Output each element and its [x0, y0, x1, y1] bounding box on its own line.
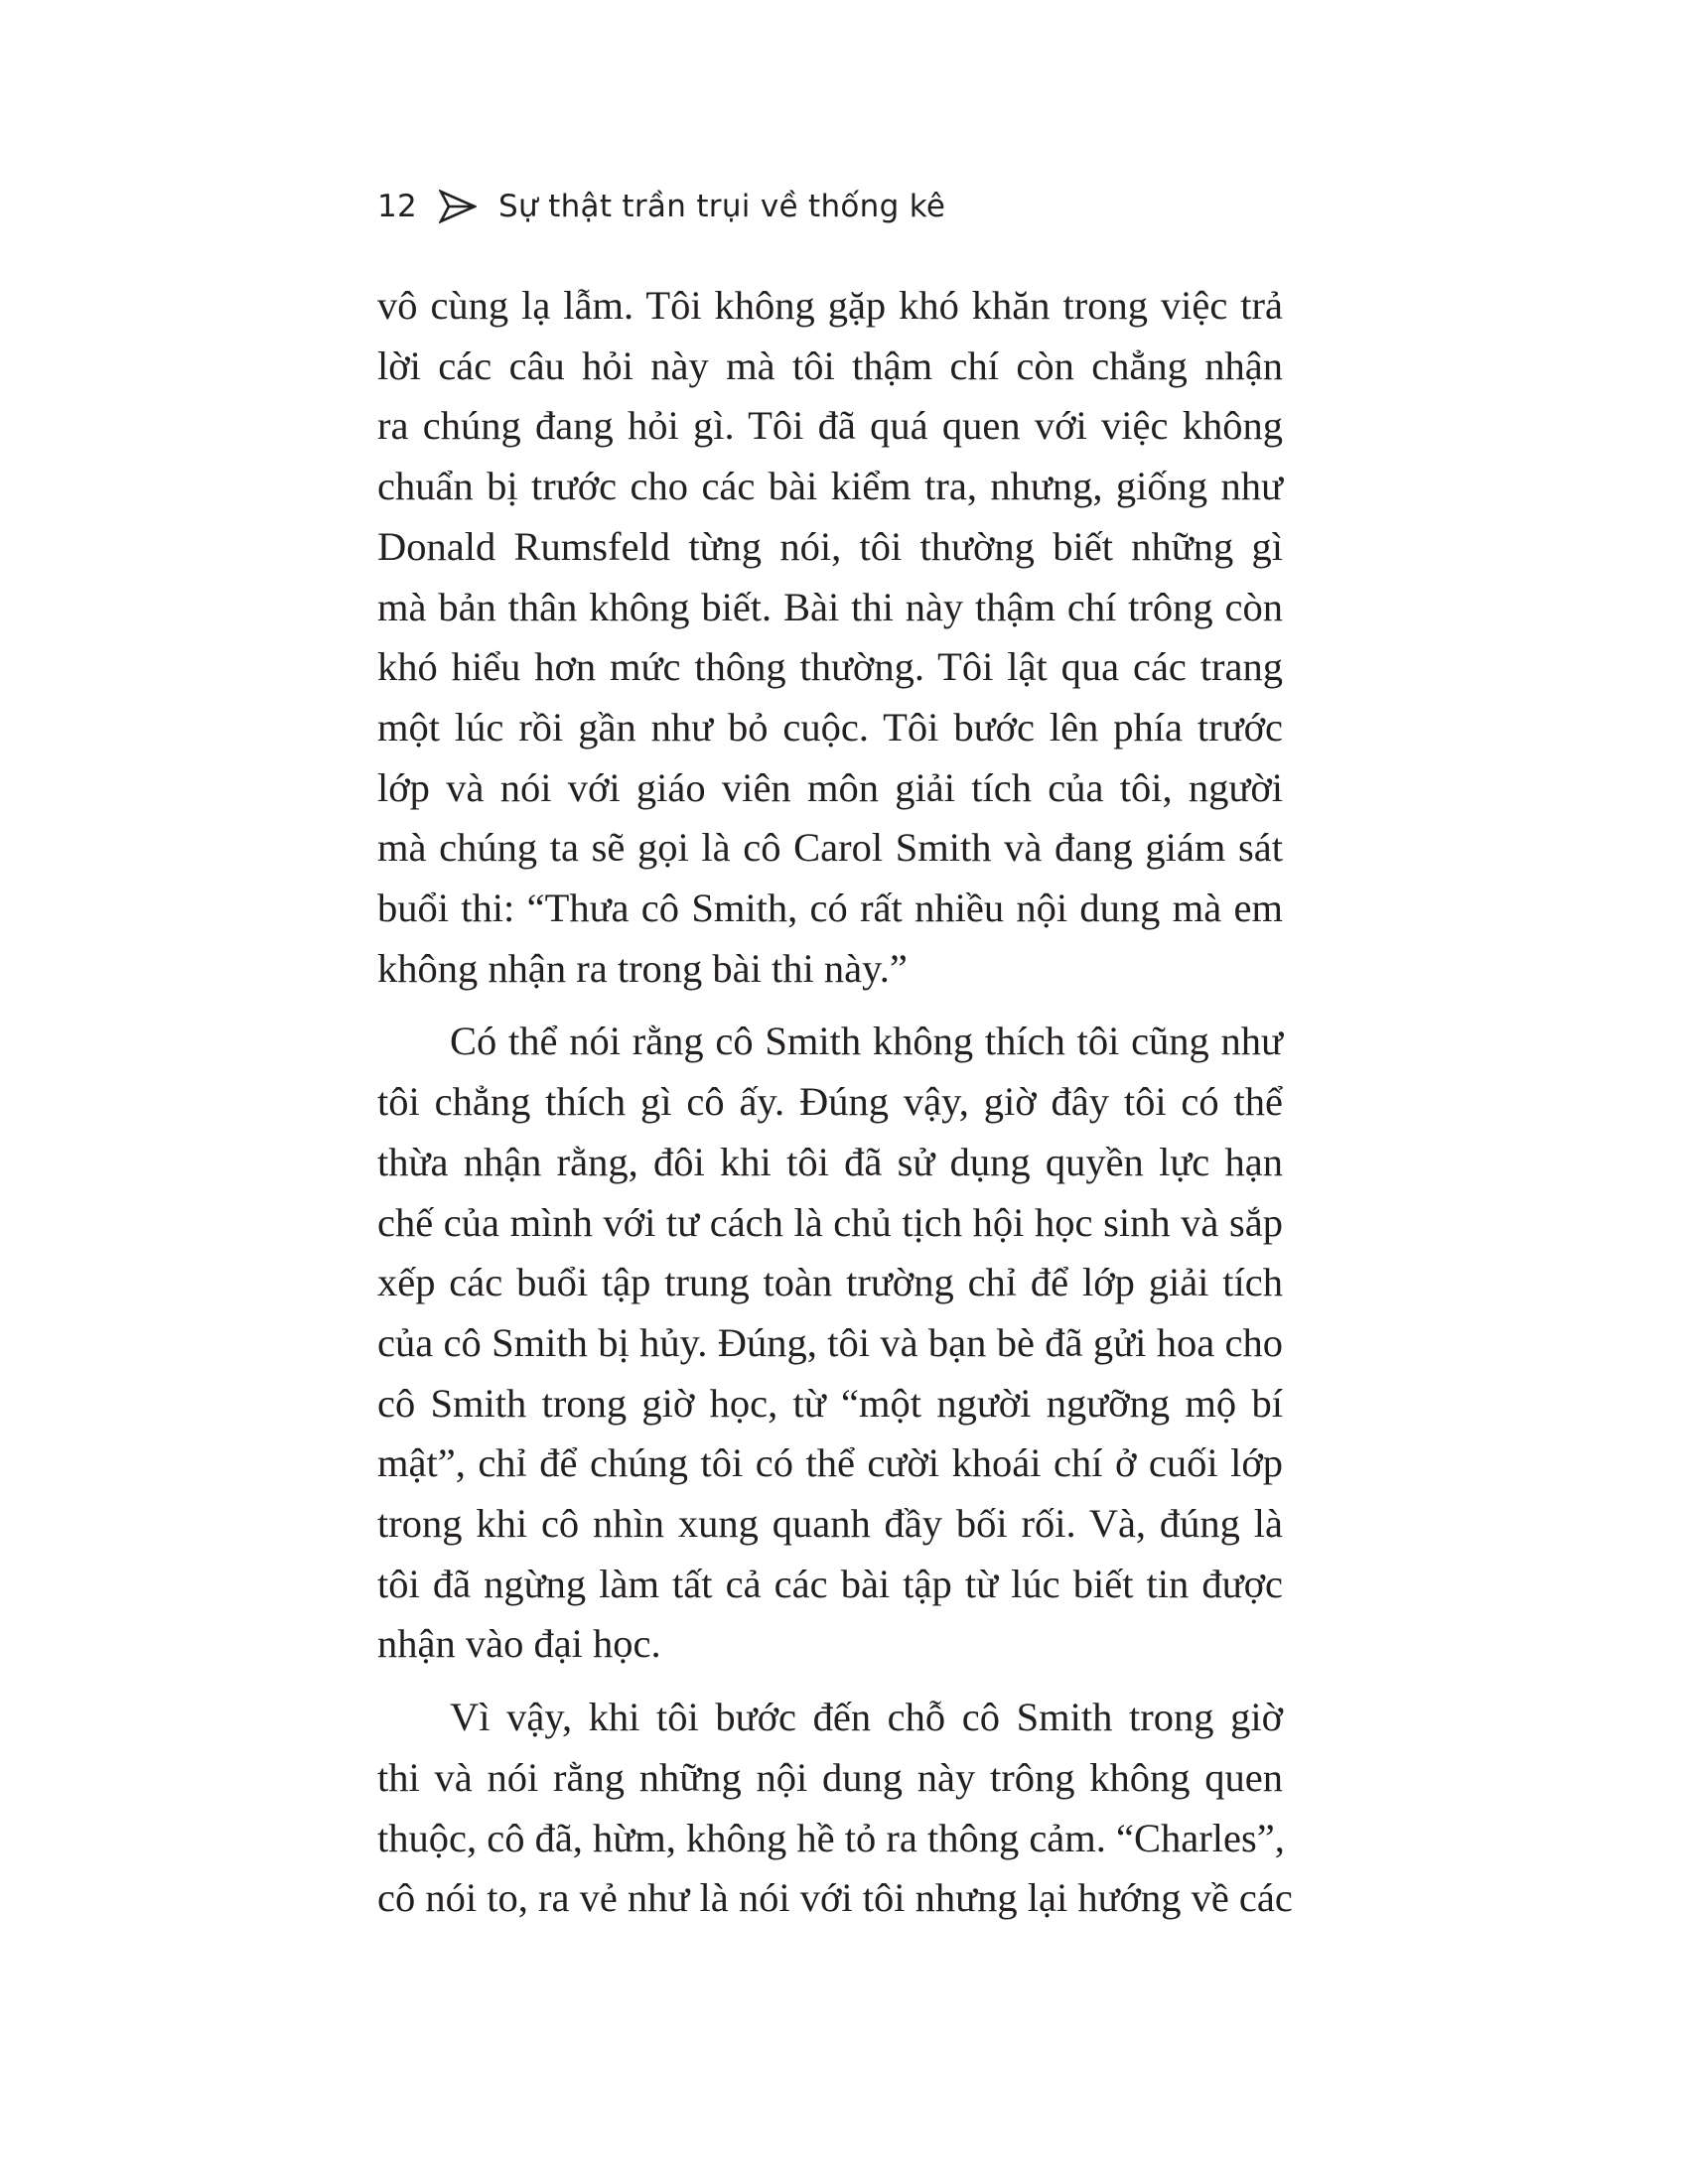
- arrow-right-icon: [439, 190, 477, 223]
- text-line: nhận vào đại học.: [377, 1621, 661, 1667]
- text-line: buổi thi: “Thưa cô Smith, có rất nhiều nội dung mà em: [377, 886, 1283, 931]
- text-line: lớp và nói với giáo viên môn giải tích của tôi, người: [377, 764, 1283, 810]
- text-line: trong khi cô nhìn xung quanh đầy bối rối. Và, đúng là: [377, 1501, 1283, 1547]
- text-line: chuẩn bị trước cho các bài kiểm tra, nhưng, giống như: [377, 464, 1283, 509]
- text-line: mà bản thân không biết. Bài thi này thậm chí trông còn: [377, 584, 1283, 629]
- text-line: Có thể nói rằng cô Smith không thích tôi cũng như: [450, 1019, 1283, 1064]
- paragraph-3: [377, 1688, 1293, 1929]
- body-text: [377, 276, 1293, 1929]
- text-line: một lúc rồi gần như bỏ cuộc. Tôi bước lên phía trước: [377, 704, 1283, 750]
- text-line: tôi chẳng thích gì cô ấy. Đúng vậy, giờ đây tôi có thể: [377, 1079, 1283, 1125]
- text-line: cô nói to, ra vẻ như là nói với tôi nhưng lại hướng về các: [377, 1875, 1293, 1921]
- text-line: lời các câu hỏi này mà tôi thậm chí còn chẳng nhận: [377, 342, 1283, 388]
- text-line: ra chúng đang hỏi gì. Tôi đã quá quen với việc không: [377, 403, 1283, 449]
- text-line: vô cùng lạ lẫm. Tôi không gặp khó khăn trong việc trả: [377, 283, 1283, 328]
- text-line: thi và nói rằng những nội dung này trông không quen: [377, 1754, 1283, 1800]
- text-line: xếp các buổi tập trung toàn trường chỉ để lớp giải tích: [377, 1260, 1283, 1305]
- paragraph-1: [377, 276, 1283, 999]
- text-line: Donald Rumsfeld từng nói, tôi thường biết những gì: [377, 523, 1283, 569]
- text-line: tôi đã ngừng làm tất cả các bài tập từ lúc biết tin được: [377, 1561, 1283, 1606]
- paragraph-2: [377, 1012, 1283, 1675]
- text-line: thuộc, cô đã, hừm, không hề tỏ ra thông cảm. “Charles”,: [377, 1815, 1285, 1860]
- text-line: Vì vậy, khi tôi bước đến chỗ cô Smith trong giờ: [450, 1695, 1283, 1740]
- running-header: [377, 182, 945, 231]
- text-line: chế của mình với tư cách là chủ tịch hội học sinh và sắp: [377, 1199, 1283, 1245]
- running-title: Sự thật trần trụi về thống kê: [498, 189, 946, 224]
- page-number: 12: [377, 189, 418, 224]
- text-line: mà chúng ta sẽ gọi là cô Carol Smith và đang giám sát: [377, 825, 1283, 871]
- text-line: khó hiểu hơn mức thông thường. Tôi lật qua các trang: [377, 644, 1283, 690]
- text-line: không nhận ra trong bài thi này.”: [377, 945, 908, 991]
- text-line: cô Smith trong giờ học, từ “một người ngưỡng mộ bí: [377, 1380, 1283, 1426]
- text-line: mật”, chỉ để chúng tôi có thể cười khoái chí ở cuối lớp: [377, 1440, 1283, 1486]
- text-line: thừa nhận rằng, đôi khi tôi đã sử dụng quyền lực hạn: [377, 1139, 1283, 1184]
- text-line: của cô Smith bị hủy. Đúng, tôi và bạn bè đã gửi hoa cho: [377, 1319, 1283, 1365]
